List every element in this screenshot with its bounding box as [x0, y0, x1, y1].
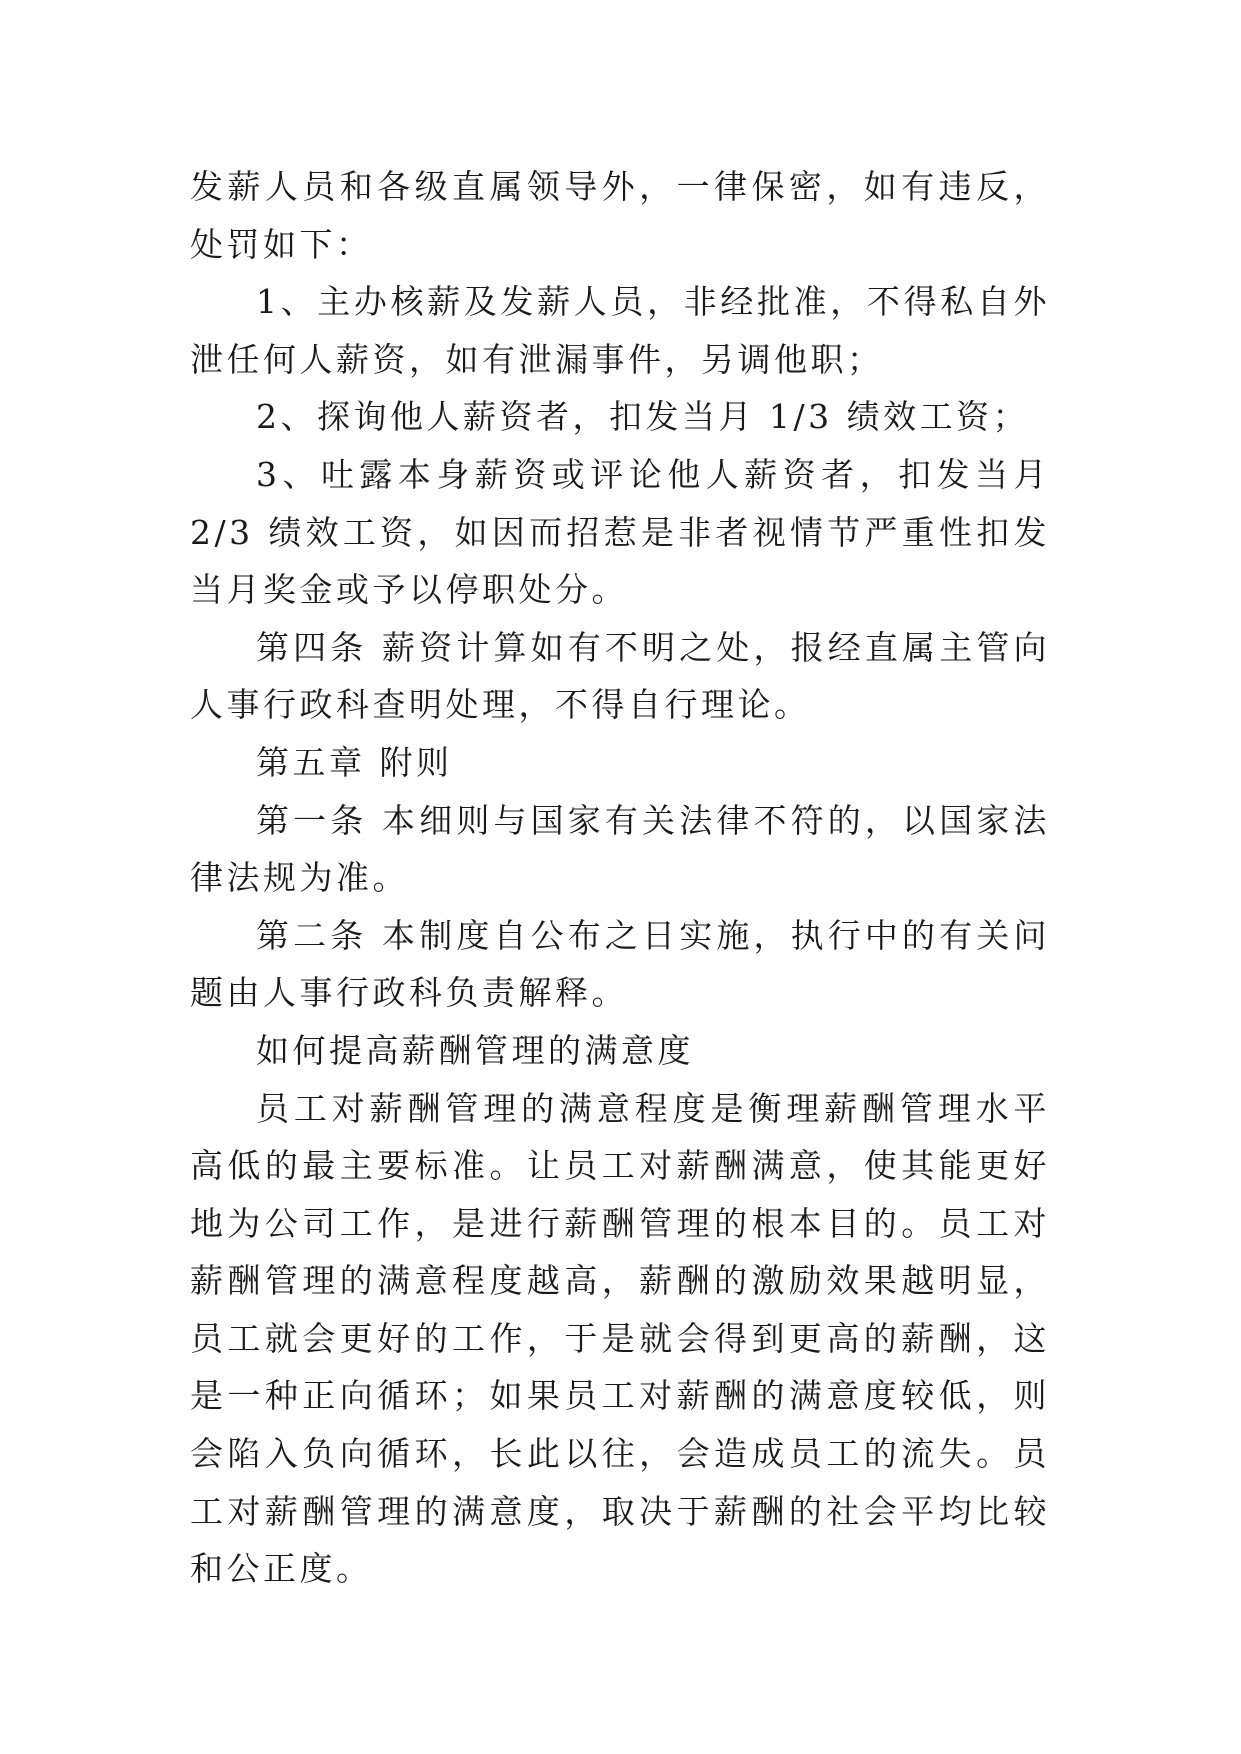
paragraph-4: 3、吐露本身薪资或评论他人薪资者，扣发当月 2/3 绩效工资，如因而招惹是非者视情节严重性扣发当月奖金或予以停职处分。	[190, 454, 1050, 610]
paragraph-7: 第一条 本细则与国家有关法律不符的，以国家法律法规为准。	[190, 800, 1050, 898]
section-title: 如何提高薪酬管理的满意度	[256, 1030, 694, 1070]
paragraph-2: 1、主办核薪及发薪人员，非经批准，不得私自外泄任何人薪资，如有泄漏事件，另调他职；	[190, 282, 1050, 379]
chapter-heading: 第五章 附则	[256, 742, 453, 782]
paragraph-10: 员工对薪酬管理的满意程度是衡理薪酬管理水平高低的最主要标准。让员工对薪酬满意，使其能更好地为公司工作，是进行薪酬管理的根本目的。员工对薪酬管理的满意程度越高，薪酬的激励效果越明显，员工就会更好的工作，于是就会得到更高的薪酬，这是一种正向循环；如果员工对薪酬的满意度较低，则会陷入负向循环，长此以往，会造成员工的流失。员工对薪酬管理的满意度，取决于薪酬的社会平均比较和公正度。	[190, 1088, 1050, 1589]
paragraph-1: 发薪人员和各级直属领导外，一律保密，如有违反，处罚如下：	[190, 167, 1050, 264]
paragraph-8: 第二条 本制度自公布之日实施，执行中的有关问题由人事行政科负责解释。	[190, 915, 1050, 1013]
document-body	[190, 158, 1050, 1598]
paragraph-5: 第四条 薪资计算如有不明之处，报经直属主管向人事行政科查明处理，不得自行理论。	[190, 627, 1050, 725]
paragraph-3: 2、探询他人薪资者，扣发当月 1/3 绩效工资；	[256, 397, 1030, 437]
